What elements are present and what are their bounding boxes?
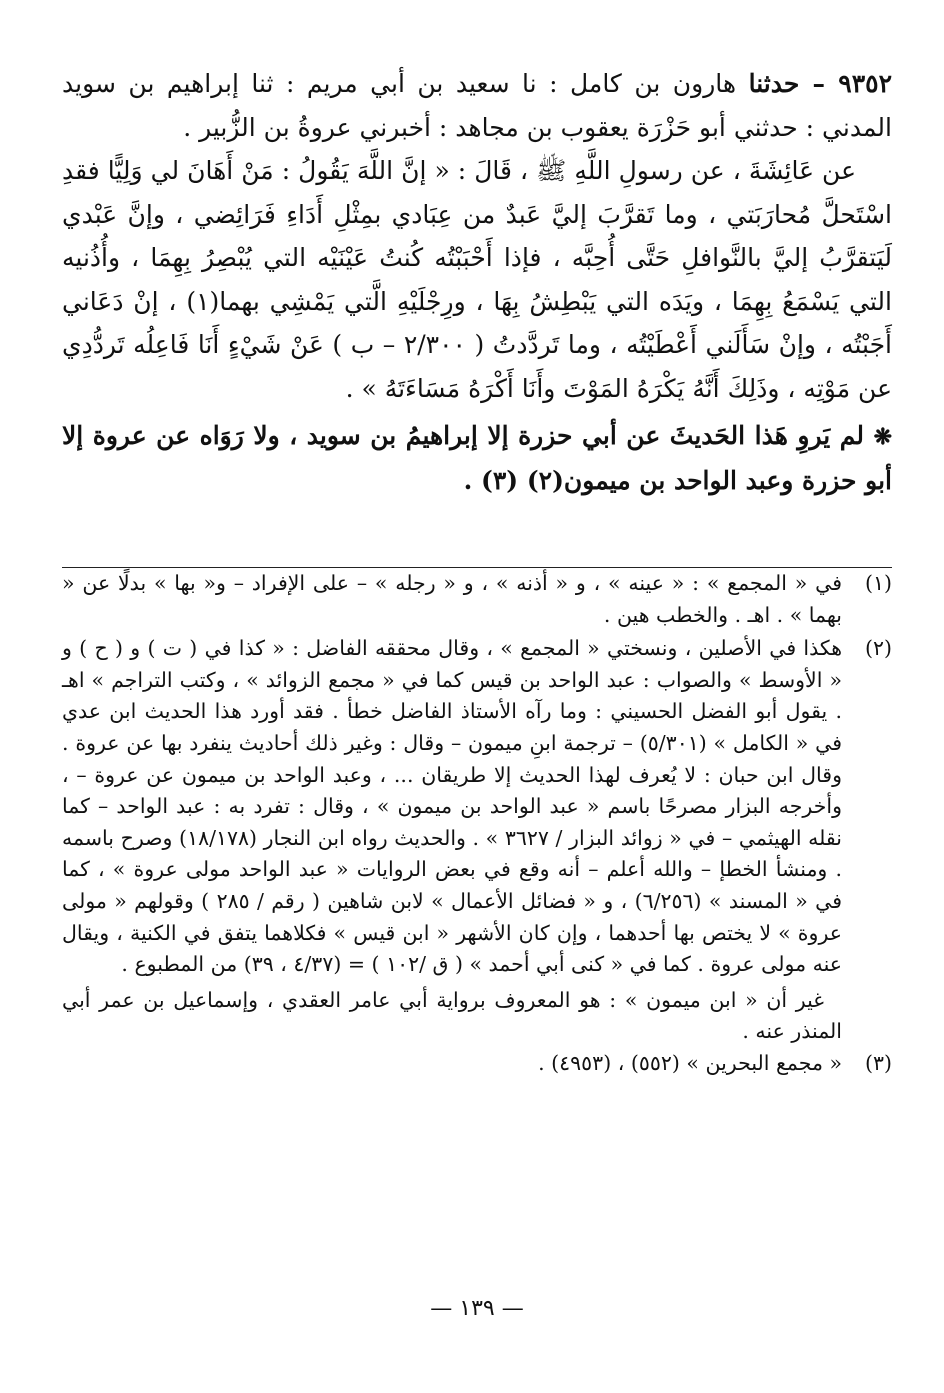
haddathana-word: حدثنا bbox=[748, 69, 800, 98]
footnote-number: (١) bbox=[864, 571, 892, 595]
footnote-text: « مجمع البحرين » (٥٥٢) ، (٤٩٥٣) . bbox=[538, 1050, 842, 1075]
narration-note bbox=[62, 414, 892, 503]
page-number: — ١٣٩ — bbox=[430, 1296, 524, 1321]
footnote-number: (٣) bbox=[864, 1050, 892, 1075]
footnote-2-continuation bbox=[62, 985, 892, 1048]
footnote-2 bbox=[62, 633, 892, 981]
page bbox=[62, 62, 892, 1321]
footnote-text: هكذا في الأصلين ، ونسختي « المجمع » ، وقال محققه الفاضل : « كذا في ( ت ) و ( ح ) و « الأوسط » والصواب : عبد الواحد بن قيس كما في « مجمع الزوائد » ، وكتب التراجم » اهـ . يقول أبو الفضل الحسيني : وما رآه الأستاذ الفاضل خطأ . فقد أورد هذا الحديث ابن عدي في « الكامل » (٥/٣٠١) – ترجمة ابنِ ميمون – وقال : وغير ذلك أحاديث ينفرد بها عن عروة . وقال ابن حبان : لا يُعرف لهذا الحديث إلا طريقان ... ، وعبد الواحد بن ميمون عن عروة – ، وأخرجه البزار مصرحًا باسم « عبد الواحد بن ميمون » ، وقال : تفرد به : عبد الواحد – كما نقله الهيثمي – في « زوائد البزار / ٣٦٢٧ » . والحديث رواه ابن النجار (١٨/١٧٨) وصرح باسمه . ومنشأ الخطإ – والله أعلم – أنه وقع في بعض الروايات « عبد الواحد مولى عروة » ، كما في « المسند » (٦/٢٥٦) ، و « فضائل الأعمال » لابن شاهين ( رقم / ٢٨٥ ) وقولهم « مولى عروة » لا يختص بها أحدهما ، وإن كان الأشهر « ابن قيس » فكلاهما يتفق في الكنية ، ويقال عنه مولى عروة . كما في « كنى أبي أحمد » ( ق /١٠٢ ) = (٤/٣٧ ، ٣٩) من المطبوع . bbox=[62, 636, 843, 977]
hadith-matn: عن عَائِشَةَ ، عن رسولِ اللَّهِ ﷺ ، قَالَ : « إنَّ اللَّهَ يَقُولُ : مَنْ أَهَانَ لي وَلِيًّا فقدِ اسْتَحلَّ مُحارَبَتي ، وما تَقرَّبَ إليَّ عَبدٌ من عِبَادي بمِثْلِ أَدَاءِ فَرَائِضي ، وإنَّ عَبْدي لَيَتقرَّبُ إليَّ بالنَّوافلِ حَتَّى أُحِبَّه ، فإذا أَحْبَبْتُه كُنتُ عَيْنَيْه التي يُبْصِرُ بِهِمَا ، وأُذُنيه التي يَسْمَعُ بِهِمَا ، ويَدَه التي يَبْطِشُ بِهَا ، ورِجْلَيْهِ الَّتي يَمْشِي بهما(١) ، إنْ دَعَاني أَجَبْتُه ، وإنْ سَأَلَني أَعْطَيْتُه ، وما تَردَّدتُ ( ٢/٣٠٠ – ب ) عَنْ شَيْءٍ أَنَا فَاعِلُه تَردُّدِي عن مَوْتِه ، وذَلِكَ أَنَّهُ يَكْرَهُ المَوْتَ وأَنَا أَكْرَهُ مَسَاءَتَهُ » . bbox=[62, 156, 892, 403]
note-paragraph bbox=[62, 414, 892, 503]
footnote-text: غير أن « ابن ميمون » : هو المعروف برواية أبي عامر العقدي ، وإسماعيل بن عمر أبي المنذر عنه . bbox=[62, 987, 842, 1044]
isnad-text: هارون بن كامل : نا سعيد بن أبي مريم : ثنا إبراهيم بن سويد المدني : حدثني أبو حَزْرَة يعقوب بن مجاهد : أخبرني عروةُ بن الزُّبير . bbox=[62, 69, 892, 142]
hadith-number: ٩٣٥٢ bbox=[838, 69, 892, 98]
footnote-number: (٢) bbox=[864, 636, 892, 661]
footnote-1 bbox=[62, 568, 892, 631]
footnote-3 bbox=[62, 1048, 892, 1080]
hadith-number-separator: – bbox=[799, 69, 839, 98]
hadith-block bbox=[62, 62, 892, 410]
note-text: لم يَروِ هَذا الحَديثَ عن أبي حزرة إلا إبراهيمُ بن سويد ، ولا رَوَاه عن عروة إلا أبو حزرة وعبد الواحد بن ميمون(٢) (٣) . bbox=[62, 421, 892, 495]
footnote-text: في « المجمع » : « عينه » ، و « أذنه » ، و « رجله » – على الإفراد – و« بها » بدلًا عن « بهما » . اهـ . والخطب هين . bbox=[62, 571, 842, 627]
hadith-isnad bbox=[62, 62, 892, 149]
footnotes bbox=[62, 568, 892, 1080]
star-icon: ❋ bbox=[873, 424, 892, 450]
